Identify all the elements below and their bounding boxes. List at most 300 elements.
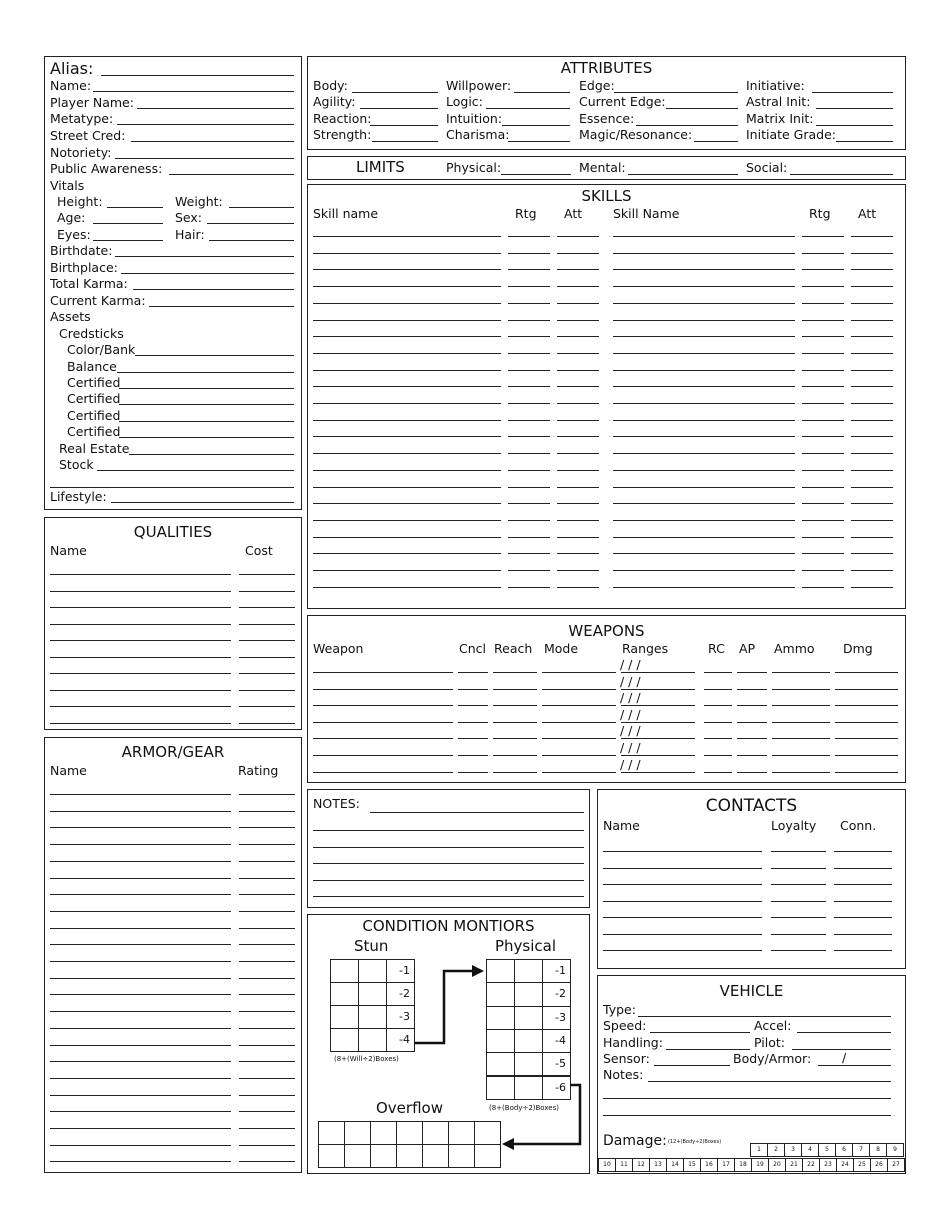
vehicle-damage-box[interactable]: 1: [750, 1143, 768, 1157]
entry-line[interactable]: [313, 303, 501, 304]
entry-line[interactable]: [621, 772, 695, 773]
entry-line[interactable]: [313, 570, 501, 571]
vehicle-damage-box[interactable]: 18: [734, 1158, 752, 1172]
entry-line[interactable]: [557, 353, 599, 354]
vehicle-damage-box[interactable]: 5: [818, 1143, 836, 1157]
entry-line[interactable]: [542, 705, 616, 706]
entry-line[interactable]: [313, 286, 501, 287]
entry-line[interactable]: [613, 453, 795, 454]
entry-line[interactable]: [542, 755, 616, 756]
vehicle-damage-box[interactable]: 25: [853, 1158, 871, 1172]
entry-line[interactable]: [851, 537, 893, 538]
vehicle-damage-box[interactable]: 27: [887, 1158, 905, 1172]
entry-line[interactable]: [613, 470, 795, 471]
entry-line[interactable]: [50, 878, 231, 879]
essence-field[interactable]: [636, 125, 738, 126]
entry-line[interactable]: [851, 436, 893, 437]
entry-line[interactable]: [313, 896, 584, 897]
entry-line[interactable]: [802, 336, 844, 337]
entry-line[interactable]: [851, 520, 893, 521]
entry-line[interactable]: [313, 880, 584, 881]
entry-line[interactable]: [50, 607, 231, 608]
entry-line[interactable]: [458, 705, 488, 706]
entry-line[interactable]: [458, 772, 488, 773]
vehicle-accel-field[interactable]: [797, 1032, 891, 1033]
entry-line[interactable]: [239, 591, 295, 592]
metatype-field[interactable]: [117, 124, 294, 125]
entry-line[interactable]: [239, 1111, 295, 1112]
entry-line[interactable]: [613, 436, 795, 437]
entry-line[interactable]: [771, 934, 826, 935]
public-awareness-field[interactable]: [169, 174, 294, 175]
entry-line[interactable]: [557, 487, 599, 488]
entry-line[interactable]: [557, 436, 599, 437]
vehicle-damage-box[interactable]: 15: [683, 1158, 701, 1172]
entry-line[interactable]: [239, 706, 295, 707]
entry-line[interactable]: [239, 1161, 295, 1162]
entry-line[interactable]: [50, 911, 231, 912]
entry-line[interactable]: [313, 269, 501, 270]
entry-line[interactable]: [313, 847, 584, 848]
entry-line[interactable]: [802, 353, 844, 354]
entry-line[interactable]: [313, 320, 501, 321]
entry-line[interactable]: [802, 286, 844, 287]
physical-box[interactable]: -1: [542, 959, 571, 983]
vehicle-damage-row-1[interactable]: [750, 1143, 903, 1157]
entry-line[interactable]: [313, 386, 501, 387]
entry-line[interactable]: [557, 553, 599, 554]
vehicle-damage-box[interactable]: 19: [751, 1158, 769, 1172]
vehicle-damage-box[interactable]: 7: [852, 1143, 870, 1157]
entry-line[interactable]: [508, 253, 550, 254]
entry-line[interactable]: [557, 303, 599, 304]
player-name-field[interactable]: [137, 108, 294, 109]
entry-line[interactable]: [313, 236, 501, 237]
certified-field-2[interactable]: [119, 404, 294, 405]
entry-line[interactable]: [508, 236, 550, 237]
entry-line[interactable]: [851, 487, 893, 488]
certified-field-3[interactable]: [119, 421, 294, 422]
entry-line[interactable]: [313, 503, 501, 504]
entry-line[interactable]: [50, 723, 231, 724]
entry-line[interactable]: [50, 574, 231, 575]
entry-line[interactable]: [802, 269, 844, 270]
entry-line[interactable]: [50, 706, 231, 707]
vehicle-damage-box[interactable]: 17: [717, 1158, 735, 1172]
entry-line[interactable]: [239, 673, 295, 674]
vehicle-notes-line-3[interactable]: [603, 1115, 891, 1116]
entry-line[interactable]: [239, 844, 295, 845]
entry-line[interactable]: [50, 624, 231, 625]
entry-line[interactable]: [493, 722, 537, 723]
entry-line[interactable]: [508, 353, 550, 354]
entry-line[interactable]: [557, 403, 599, 404]
vehicle-damage-box[interactable]: 24: [836, 1158, 854, 1172]
entry-line[interactable]: [613, 520, 795, 521]
stock-field[interactable]: [97, 470, 294, 471]
alias-field[interactable]: [101, 75, 294, 76]
entry-line[interactable]: [313, 420, 501, 421]
entry-line[interactable]: [50, 1011, 231, 1012]
entry-line[interactable]: [603, 901, 762, 902]
entry-line[interactable]: [851, 453, 893, 454]
color-bank-field[interactable]: [135, 355, 294, 356]
entry-line[interactable]: [613, 420, 795, 421]
entry-line[interactable]: [239, 723, 295, 724]
entry-line[interactable]: [613, 587, 795, 588]
entry-line[interactable]: [557, 520, 599, 521]
entry-line[interactable]: [313, 470, 501, 471]
entry-line[interactable]: [613, 336, 795, 337]
entry-line[interactable]: [508, 303, 550, 304]
entry-line[interactable]: [542, 738, 616, 739]
entry-line[interactable]: [835, 689, 898, 690]
entry-line[interactable]: [239, 657, 295, 658]
entry-line[interactable]: [239, 1128, 295, 1129]
strength-field[interactable]: [372, 141, 438, 142]
entry-line[interactable]: [613, 236, 795, 237]
entry-line[interactable]: [508, 487, 550, 488]
entry-line[interactable]: [851, 403, 893, 404]
balance-field[interactable]: [117, 372, 294, 373]
entry-line[interactable]: [851, 420, 893, 421]
vehicle-damage-box[interactable]: 26: [870, 1158, 888, 1172]
entry-line[interactable]: [557, 370, 599, 371]
entry-line[interactable]: [313, 353, 501, 354]
entry-line[interactable]: [239, 794, 295, 795]
vehicle-notes-line-1[interactable]: [648, 1081, 891, 1082]
entry-line[interactable]: [557, 269, 599, 270]
stun-box[interactable]: -4: [386, 1028, 415, 1052]
entry-line[interactable]: [50, 994, 231, 995]
entry-line[interactable]: [50, 1078, 231, 1079]
entry-line[interactable]: [834, 934, 892, 935]
entry-line[interactable]: [835, 772, 898, 773]
entry-line[interactable]: [313, 370, 501, 371]
entry-line[interactable]: [313, 436, 501, 437]
entry-line[interactable]: [557, 570, 599, 571]
vehicle-speed-field[interactable]: [650, 1032, 750, 1033]
entry-line[interactable]: [508, 587, 550, 588]
entry-line[interactable]: [239, 944, 295, 945]
entry-line[interactable]: [508, 520, 550, 521]
entry-line[interactable]: [704, 772, 732, 773]
entry-line[interactable]: [835, 672, 898, 673]
entry-line[interactable]: [239, 624, 295, 625]
entry-line[interactable]: [493, 672, 537, 673]
entry-line[interactable]: [50, 1061, 231, 1062]
entry-line[interactable]: [313, 487, 501, 488]
entry-line[interactable]: [239, 1078, 295, 1079]
entry-line[interactable]: [239, 574, 295, 575]
matrix-init-field[interactable]: [816, 125, 893, 126]
entry-line[interactable]: [313, 403, 501, 404]
entry-line[interactable]: [557, 587, 599, 588]
entry-line[interactable]: [50, 794, 231, 795]
entry-line[interactable]: [772, 755, 830, 756]
entry-line[interactable]: [50, 844, 231, 845]
entry-line[interactable]: [508, 336, 550, 337]
current-edge-field[interactable]: [666, 108, 738, 109]
entry-line[interactable]: [771, 917, 826, 918]
entry-line[interactable]: [772, 672, 830, 673]
entry-line[interactable]: [704, 672, 732, 673]
current-karma-field[interactable]: [149, 306, 294, 307]
notoriety-field[interactable]: [115, 158, 294, 159]
entry-line[interactable]: [542, 689, 616, 690]
vehicle-damage-box[interactable]: 22: [802, 1158, 820, 1172]
entry-line[interactable]: [802, 453, 844, 454]
astral-init-field[interactable]: [816, 108, 893, 109]
entry-line[interactable]: [704, 705, 732, 706]
entry-line[interactable]: [239, 640, 295, 641]
vehicle-handling-field[interactable]: [666, 1049, 750, 1050]
entry-line[interactable]: [851, 470, 893, 471]
real-estate-field[interactable]: [129, 454, 294, 455]
entry-line[interactable]: [239, 690, 295, 691]
entry-line[interactable]: [50, 811, 231, 812]
entry-line[interactable]: [313, 863, 584, 864]
physical-box[interactable]: -5: [542, 1052, 571, 1076]
entry-line[interactable]: [239, 878, 295, 879]
physical-box[interactable]: -2: [542, 982, 571, 1006]
entry-line[interactable]: [802, 587, 844, 588]
sex-field[interactable]: [207, 223, 294, 224]
vehicle-damage-box[interactable]: 9: [886, 1143, 904, 1157]
entry-line[interactable]: [603, 868, 762, 869]
entry-line[interactable]: [834, 901, 892, 902]
vehicle-notes-line-2[interactable]: [603, 1098, 891, 1099]
entry-line[interactable]: [603, 934, 762, 935]
vehicle-damage-box[interactable]: 8: [869, 1143, 887, 1157]
physical-box[interactable]: -6: [542, 1076, 571, 1100]
entry-line[interactable]: [50, 1128, 231, 1129]
entry-line[interactable]: [851, 320, 893, 321]
entry-line[interactable]: [508, 553, 550, 554]
entry-line[interactable]: [802, 570, 844, 571]
notes-line-1[interactable]: [370, 812, 584, 813]
entry-line[interactable]: [557, 253, 599, 254]
entry-line[interactable]: [313, 553, 501, 554]
entry-line[interactable]: [851, 236, 893, 237]
entry-line[interactable]: [737, 672, 767, 673]
entry-line[interactable]: [313, 705, 453, 706]
entry-line[interactable]: [557, 236, 599, 237]
entry-line[interactable]: [737, 755, 767, 756]
limit-mental-field[interactable]: [628, 174, 738, 175]
entry-line[interactable]: [50, 673, 231, 674]
vehicle-damage-box[interactable]: 12: [632, 1158, 650, 1172]
vehicle-body-armor-field[interactable]: [818, 1065, 891, 1066]
stun-box[interactable]: -1: [386, 959, 415, 983]
entry-line[interactable]: [851, 570, 893, 571]
logic-field[interactable]: [486, 108, 570, 109]
entry-line[interactable]: [834, 884, 892, 885]
entry-line[interactable]: [737, 738, 767, 739]
entry-line[interactable]: [613, 253, 795, 254]
entry-line[interactable]: [508, 470, 550, 471]
certified-field-1[interactable]: [119, 388, 294, 389]
entry-line[interactable]: [493, 772, 537, 773]
entry-line[interactable]: [50, 657, 231, 658]
limit-physical-field[interactable]: [501, 174, 571, 175]
charisma-field[interactable]: [508, 141, 570, 142]
vehicle-damage-box[interactable]: 16: [700, 1158, 718, 1172]
entry-line[interactable]: [772, 722, 830, 723]
entry-line[interactable]: [239, 1095, 295, 1096]
age-field[interactable]: [93, 223, 163, 224]
hair-field[interactable]: [209, 240, 294, 241]
entry-line[interactable]: [613, 487, 795, 488]
entry-line[interactable]: [50, 1111, 231, 1112]
entry-line[interactable]: [313, 689, 453, 690]
entry-line[interactable]: [508, 269, 550, 270]
entry-line[interactable]: [704, 755, 732, 756]
entry-line[interactable]: [802, 520, 844, 521]
entry-line[interactable]: [508, 420, 550, 421]
entry-line[interactable]: [50, 1095, 231, 1096]
entry-line[interactable]: [835, 755, 898, 756]
eyes-field[interactable]: [93, 240, 163, 241]
entry-line[interactable]: [835, 738, 898, 739]
entry-line[interactable]: [50, 690, 231, 691]
entry-line[interactable]: [851, 503, 893, 504]
vehicle-sensor-field[interactable]: [654, 1065, 730, 1066]
entry-line[interactable]: [802, 537, 844, 538]
entry-line[interactable]: [603, 884, 762, 885]
vehicle-damage-box[interactable]: 2: [767, 1143, 785, 1157]
entry-line[interactable]: [313, 537, 501, 538]
entry-line[interactable]: [613, 570, 795, 571]
entry-line[interactable]: [239, 928, 295, 929]
body-field[interactable]: [352, 92, 438, 93]
vehicle-damage-row-2[interactable]: [598, 1158, 903, 1172]
entry-line[interactable]: [737, 705, 767, 706]
entry-line[interactable]: [508, 537, 550, 538]
reaction-field[interactable]: [370, 125, 438, 126]
lifestyle-field[interactable]: [111, 502, 294, 503]
entry-line[interactable]: [313, 772, 453, 773]
entry-line[interactable]: [834, 950, 892, 951]
entry-line[interactable]: [802, 487, 844, 488]
entry-line[interactable]: [557, 286, 599, 287]
entry-line[interactable]: [313, 253, 501, 254]
entry-line[interactable]: [802, 386, 844, 387]
entry-line[interactable]: [458, 738, 488, 739]
entry-line[interactable]: [542, 722, 616, 723]
vehicle-damage-box[interactable]: 23: [819, 1158, 837, 1172]
entry-line[interactable]: [851, 553, 893, 554]
entry-line[interactable]: [239, 827, 295, 828]
entry-line[interactable]: [772, 738, 830, 739]
entry-line[interactable]: [508, 386, 550, 387]
agility-field[interactable]: [360, 108, 438, 109]
vehicle-damage-box[interactable]: 3: [784, 1143, 802, 1157]
entry-line[interactable]: [772, 689, 830, 690]
entry-line[interactable]: [851, 336, 893, 337]
entry-line[interactable]: [508, 403, 550, 404]
vehicle-damage-box[interactable]: 6: [835, 1143, 853, 1157]
entry-line[interactable]: [771, 851, 826, 852]
entry-line[interactable]: [50, 827, 231, 828]
entry-line[interactable]: [50, 640, 231, 641]
entry-line[interactable]: [542, 772, 616, 773]
entry-line[interactable]: [239, 978, 295, 979]
entry-line[interactable]: [802, 303, 844, 304]
entry-line[interactable]: [50, 1028, 231, 1029]
name-field[interactable]: [93, 91, 294, 92]
entry-line[interactable]: [313, 587, 501, 588]
entry-line[interactable]: [771, 901, 826, 902]
initiate-grade-field[interactable]: [836, 141, 893, 142]
entry-line[interactable]: [802, 253, 844, 254]
entry-line[interactable]: [851, 353, 893, 354]
intuition-field[interactable]: [502, 125, 570, 126]
height-field[interactable]: [107, 207, 163, 208]
vehicle-damage-box[interactable]: 14: [666, 1158, 684, 1172]
entry-line[interactable]: [603, 851, 762, 852]
entry-line[interactable]: [313, 830, 584, 831]
entry-line[interactable]: [613, 286, 795, 287]
entry-line[interactable]: [835, 722, 898, 723]
entry-line[interactable]: [239, 911, 295, 912]
entry-line[interactable]: [508, 570, 550, 571]
magic-resonance-field[interactable]: [694, 141, 738, 142]
entry-line[interactable]: [613, 386, 795, 387]
entry-line[interactable]: [802, 503, 844, 504]
entry-line[interactable]: [50, 1045, 231, 1046]
entry-line[interactable]: [851, 269, 893, 270]
entry-line[interactable]: [772, 772, 830, 773]
entry-line[interactable]: [239, 607, 295, 608]
extra-line[interactable]: [50, 487, 294, 488]
entry-line[interactable]: [50, 894, 231, 895]
vehicle-damage-box[interactable]: 10: [598, 1158, 616, 1172]
entry-line[interactable]: [613, 403, 795, 404]
entry-line[interactable]: [557, 320, 599, 321]
entry-line[interactable]: [772, 705, 830, 706]
vehicle-damage-box[interactable]: 13: [649, 1158, 667, 1172]
edge-field[interactable]: [614, 92, 738, 93]
initiative-field[interactable]: [812, 92, 893, 93]
entry-line[interactable]: [834, 917, 892, 918]
entry-line[interactable]: [613, 503, 795, 504]
entry-line[interactable]: [508, 503, 550, 504]
entry-line[interactable]: [704, 738, 732, 739]
stun-box[interactable]: -3: [386, 1005, 415, 1029]
entry-line[interactable]: [458, 672, 488, 673]
entry-line[interactable]: [802, 436, 844, 437]
total-karma-field[interactable]: [133, 289, 294, 290]
entry-line[interactable]: [313, 672, 453, 673]
entry-line[interactable]: [542, 672, 616, 673]
entry-line[interactable]: [557, 386, 599, 387]
entry-line[interactable]: [851, 587, 893, 588]
entry-line[interactable]: [313, 453, 501, 454]
entry-line[interactable]: [50, 1145, 231, 1146]
entry-line[interactable]: [557, 453, 599, 454]
entry-line[interactable]: [239, 894, 295, 895]
vehicle-damage-box[interactable]: 11: [615, 1158, 633, 1172]
willpower-field[interactable]: [514, 92, 570, 93]
entry-line[interactable]: [50, 978, 231, 979]
entry-line[interactable]: [493, 755, 537, 756]
entry-line[interactable]: [851, 303, 893, 304]
entry-line[interactable]: [834, 868, 892, 869]
entry-line[interactable]: [239, 1011, 295, 1012]
vehicle-damage-box[interactable]: 4: [801, 1143, 819, 1157]
entry-line[interactable]: [771, 950, 826, 951]
